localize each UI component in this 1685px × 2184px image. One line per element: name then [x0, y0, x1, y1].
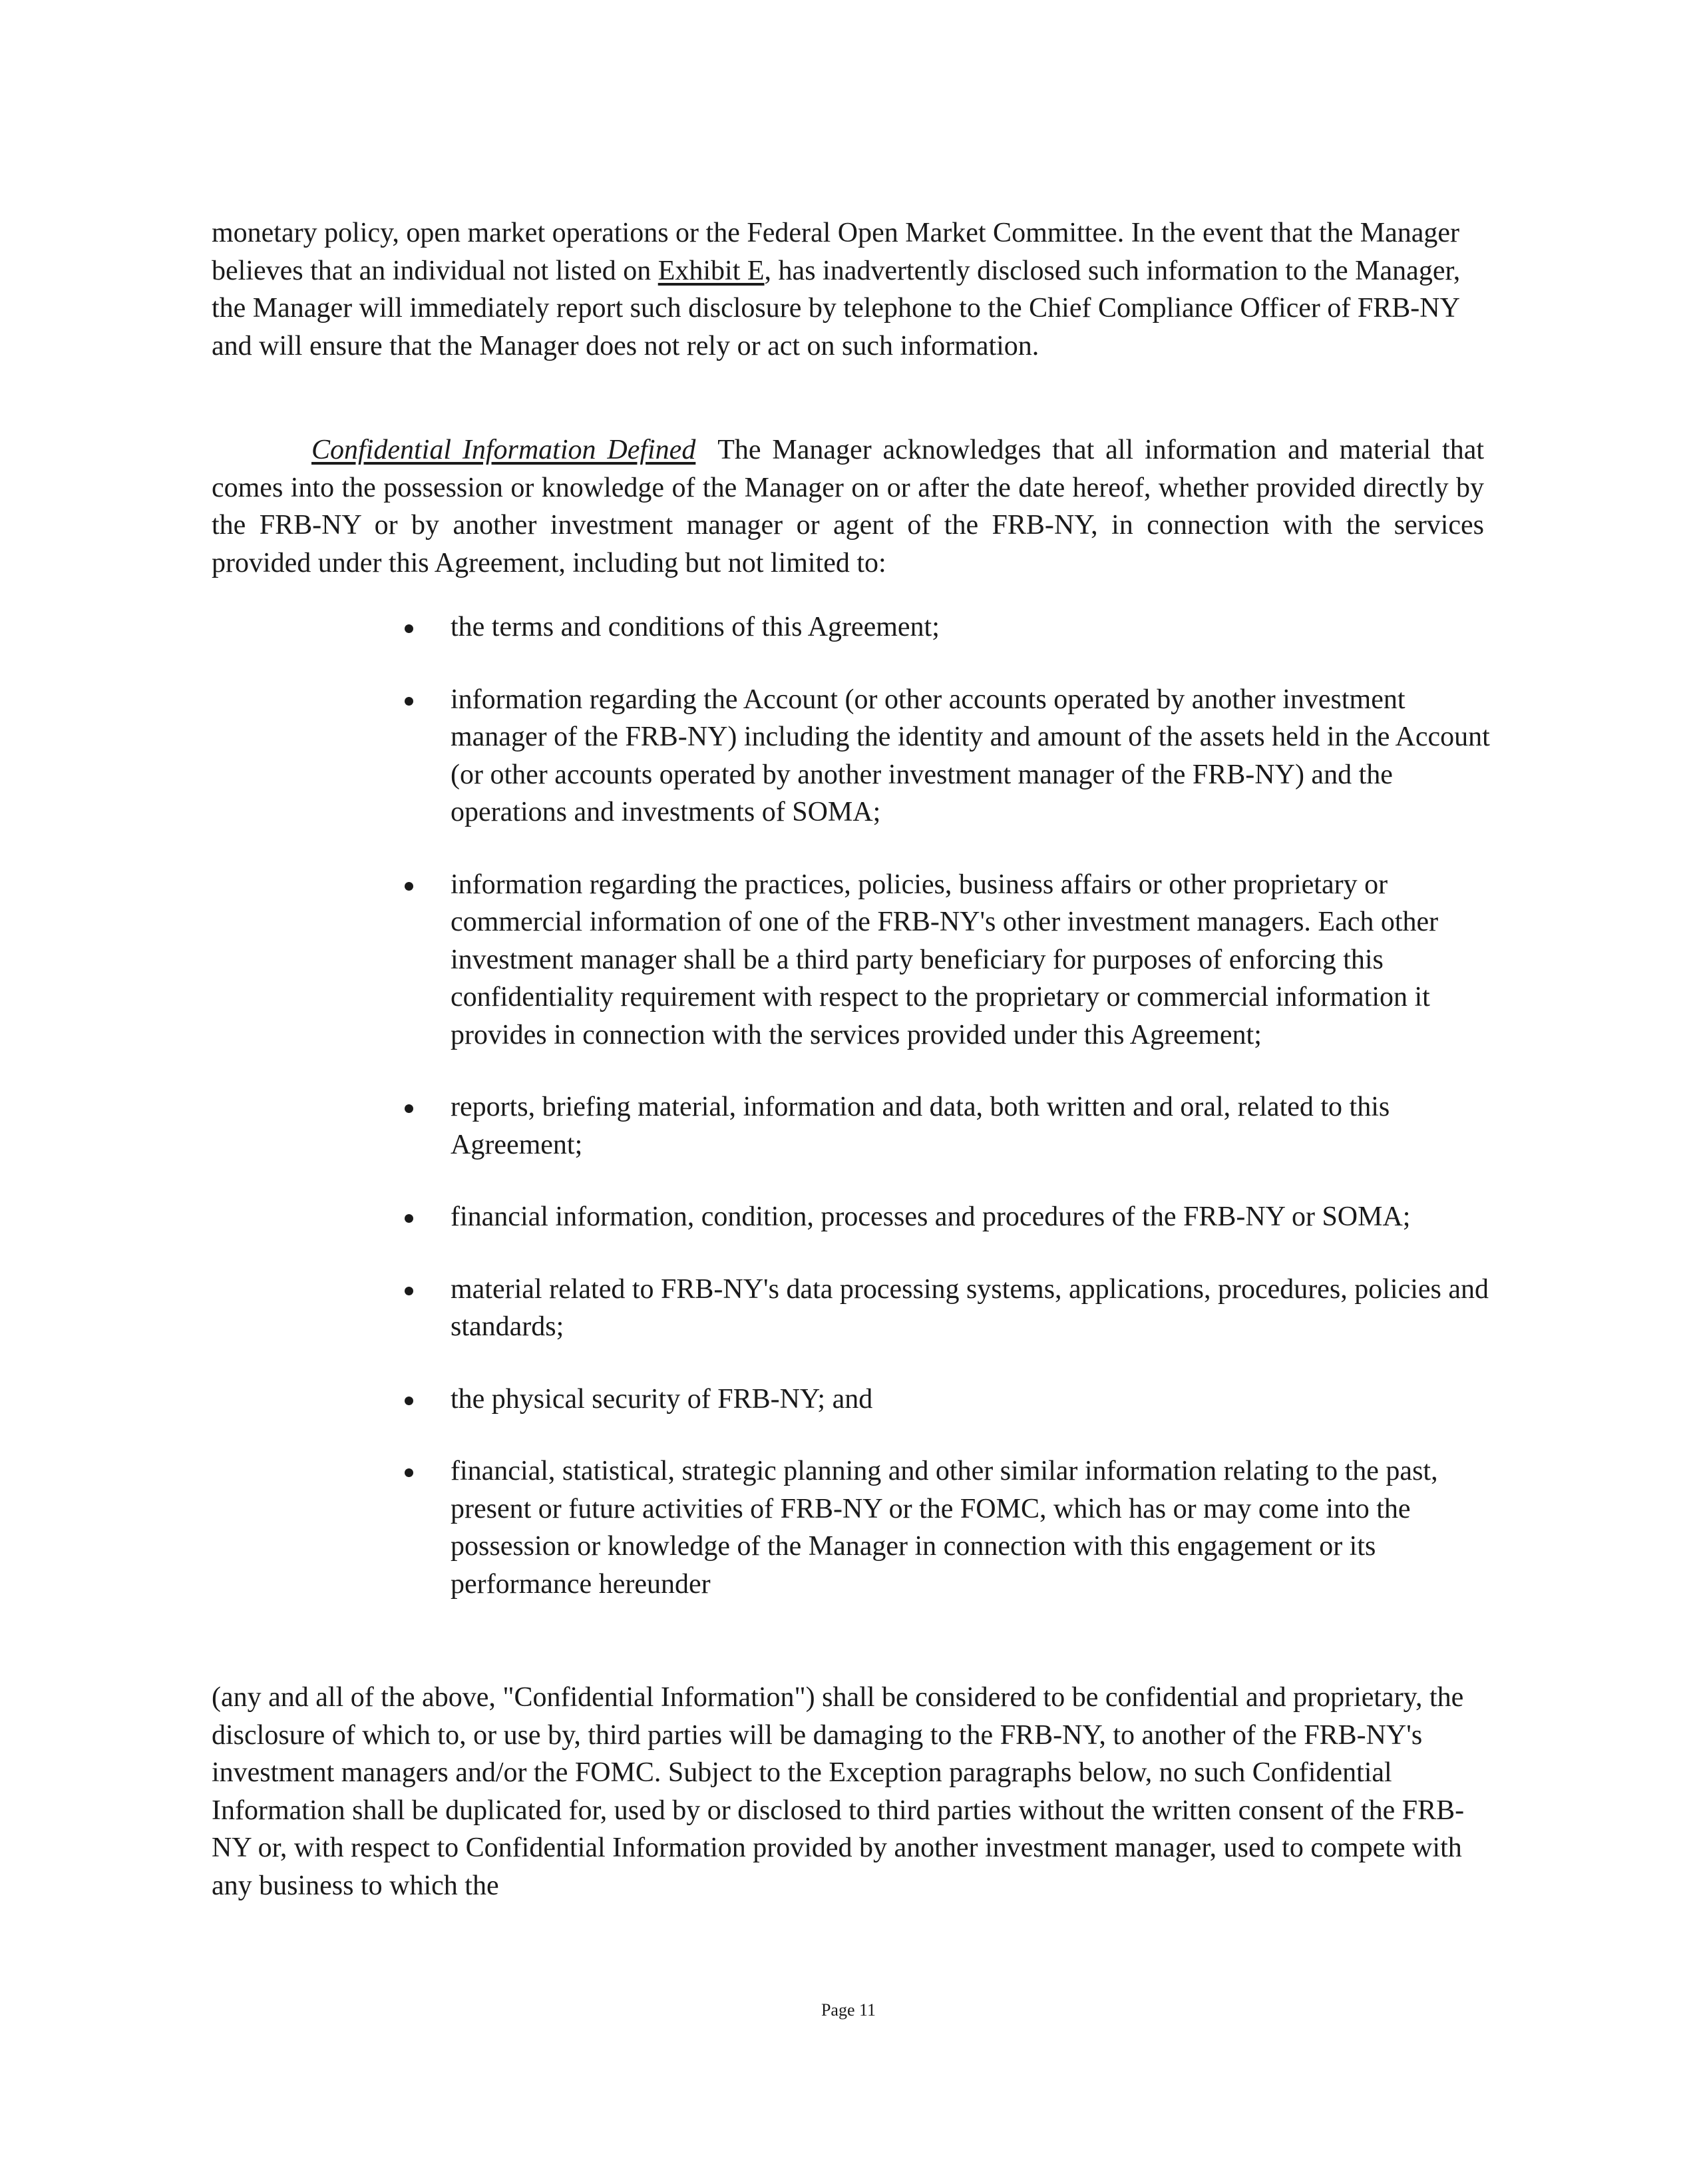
- list-item: [393, 681, 1497, 831]
- bullet-icon: [405, 1104, 413, 1113]
- list-item: [393, 866, 1497, 1054]
- page-number: Page 11: [821, 2000, 876, 2020]
- list-item-text: reports, briefing material, information and data, both written and oral, related to this Agreement;: [451, 1092, 1390, 1160]
- list-item-text: financial information, condition, processes and procedures of the FRB-NY or SOMA;: [451, 1201, 1411, 1232]
- list-item: [393, 1088, 1497, 1164]
- paragraph-confidential-information-defined: [212, 431, 1484, 582]
- bullet-icon: [405, 882, 413, 891]
- list-item-text: the physical security of FRB-NY; and: [451, 1383, 873, 1415]
- bullet-icon: [405, 624, 413, 633]
- list-item: [393, 608, 1497, 646]
- list-item-text: financial, statistical, strategic planning and other similar information relating to the past, present or future activities of FRB-NY or the FOMC, which has or may come into the possession or knowledge of the Manager in connection with this engagement or its performance hereunder: [451, 1456, 1438, 1600]
- confidential-information-list: [393, 608, 1497, 1638]
- exhibit-e-reference: Exhibit E: [657, 255, 765, 286]
- list-item: [393, 1452, 1497, 1603]
- list-item-text: the terms and conditions of this Agreement;: [451, 612, 940, 642]
- bullet-icon: [405, 697, 413, 706]
- list-item: [393, 1381, 1497, 1419]
- list-item-text: information regarding the Account (or other accounts operated by another investment manager of the FRB-NY) including the identity and amount of the assets held in the Account (or other accounts operated by another investment manager of the FRB-NY) and the operations and investments of SOMA;: [451, 684, 1490, 827]
- bullet-icon: [405, 1214, 413, 1223]
- paragraph-text: The Manager acknowledges that all information and material that comes into the possession or knowledge of the Manager on or after the date hereof, whether provided directly by the FRB-NY or by another investment manager or agent of the FRB-NY, in connection with the services provided under this Agreement, including but not limited to:: [212, 435, 1485, 578]
- list-item: [393, 1271, 1497, 1346]
- bullet-icon: [405, 1287, 413, 1295]
- bullet-icon: [405, 1397, 413, 1405]
- section-heading: Confidential Information Defined: [311, 435, 696, 465]
- paragraph-text: monetary policy, open market operations or the Federal Open Market Committee. In the event that the Manager believes that an individual not listed on: [212, 218, 1459, 286]
- list-item-text: material related to FRB-NY's data processing systems, applications, procedures, policies and standards;: [451, 1273, 1489, 1342]
- paragraph-text: , has inadvertently disclosed such information to the Manager, the Manager will immediately report such disclosure by telephone to the Chief Compliance Officer of FRB-NY and will ensure that the Manager does not rely or act on such information.: [212, 255, 1461, 361]
- list-item: [393, 1198, 1497, 1236]
- paragraph-confidentiality-terms: (any and all of the above, "Confidential Information") shall be considered to be confidential and proprietary, the disclosure of which to, or use by, third parties will be damaging to the FRB-NY, to another of the FRB-NY's investment managers and/or the FOMC. Subject to the Exception paragraphs below, no such Confidential Information shall be duplicated for, used by or disclosed to third parties without the written consent of the FRB-NY or, with respect to Confidential Information provided by another investment manager, used to compete with any business to which the: [212, 1682, 1465, 1901]
- list-item-text: information regarding the practices, policies, business affairs or other proprietary or commercial information of one of the FRB-NY's other investment managers. Each other investment manager shall be a third party beneficiary for purposes of enforcing this confidentiality requirement with respect to the proprietary or commercial information it provides in connection with the services provided under this Agreement;: [451, 869, 1439, 1050]
- paragraph-monetary-policy: [212, 214, 1489, 365]
- bullet-icon: [405, 1468, 413, 1477]
